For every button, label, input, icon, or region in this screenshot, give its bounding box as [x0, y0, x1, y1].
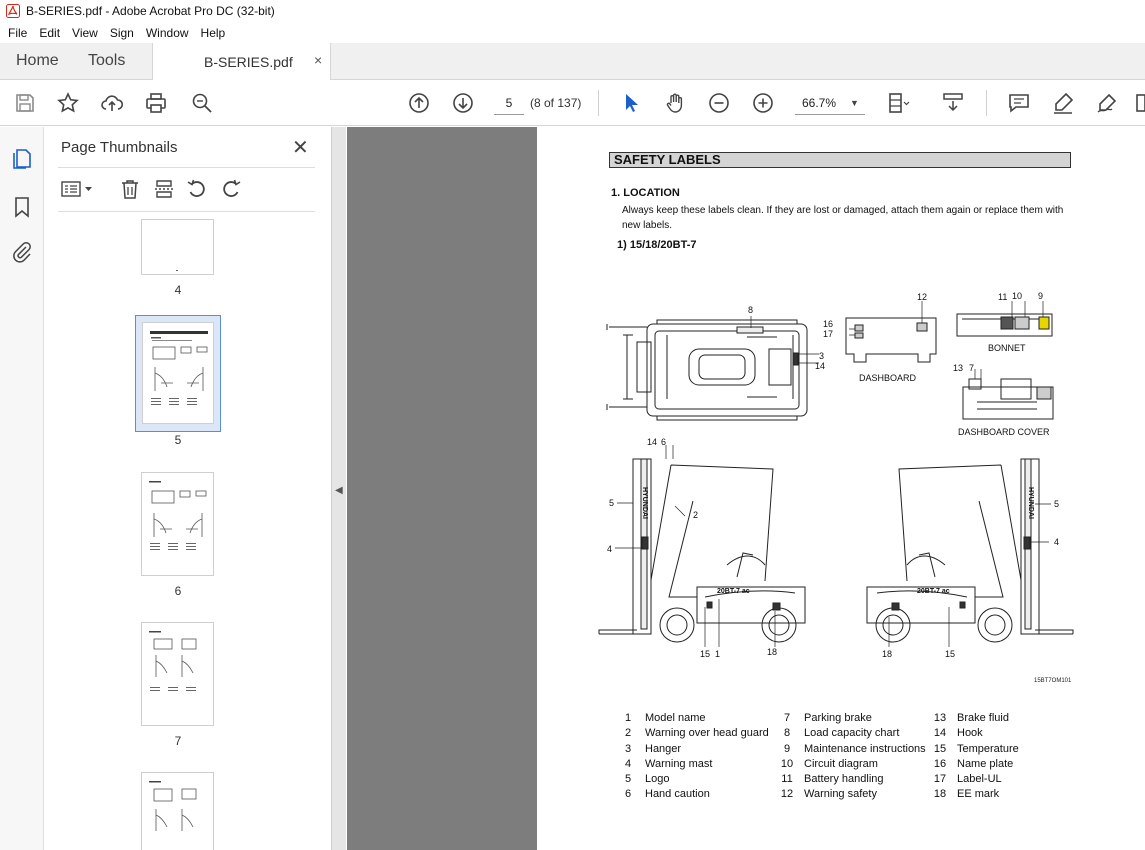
thumbnail-preview-icon: [142, 473, 214, 575]
thumbnail-page-number: 5: [174, 433, 182, 447]
callout-2: 2: [693, 510, 699, 520]
thumbnail-page-number: 4: [174, 283, 182, 297]
page-thumbnail-selected[interactable]: [142, 322, 214, 424]
legend-row: [776, 757, 926, 772]
legend-row: [929, 787, 1019, 802]
callout-1: 1: [715, 649, 721, 659]
legend-text: Warning over head guard: [645, 727, 769, 740]
legend-text: Hanger: [645, 742, 682, 755]
callout-10: 10: [1012, 291, 1023, 301]
more-tools-icon[interactable]: [1135, 91, 1145, 115]
rotate-counterclockwise-icon[interactable]: [186, 178, 208, 200]
panel-close-icon[interactable]: ✕: [292, 137, 309, 159]
legend-text: Logo: [645, 773, 670, 786]
acrobat-icon: [6, 4, 20, 18]
menu-edit[interactable]: Edit: [39, 25, 61, 40]
dashboard-label: DASHBOARD: [859, 373, 917, 383]
legend-text: Load capacity chart: [804, 727, 900, 740]
legend-row: [929, 742, 1019, 757]
legend-number: 2: [624, 727, 632, 740]
legend-row: [776, 772, 926, 787]
callout-5-left: 5: [609, 498, 615, 508]
menu-view[interactable]: View: [72, 25, 98, 40]
legend-text: Battery handling: [804, 773, 884, 786]
delete-pages-icon[interactable]: [119, 178, 141, 200]
title-bar: [0, 0, 1145, 22]
legend-row: [929, 726, 1019, 741]
menu-bar: [0, 22, 1145, 43]
insert-pages-icon[interactable]: [153, 178, 175, 200]
location-heading: 1. LOCATION: [611, 187, 680, 199]
toolbar-divider: [986, 90, 987, 116]
legend-column-2: [776, 711, 926, 803]
figure-code: 15BT7OM101: [1034, 678, 1072, 684]
thumbnail-preview-icon: [142, 623, 214, 725]
legend-text: Warning mast: [645, 757, 713, 770]
page-fit-icon[interactable]: [886, 91, 910, 115]
callout-11: 11: [998, 292, 1008, 302]
callout-3: 3: [819, 351, 825, 361]
legend-number: 13: [933, 712, 947, 724]
tab-document[interactable]: [152, 43, 331, 80]
window-title: B-SERIES.pdf - Adobe Acrobat Pro DC (32-bit): [26, 4, 275, 18]
legend-text: Circuit diagram: [804, 757, 878, 770]
main-toolbar: [0, 80, 1145, 126]
rotate-clockwise-icon[interactable]: [220, 178, 242, 200]
legend-row: [617, 757, 769, 772]
legend-row: [617, 772, 769, 787]
forklift-top-view: [607, 320, 807, 420]
zoom-caret-icon[interactable]: ▼: [850, 98, 859, 108]
legend-number: 14: [933, 727, 947, 740]
legend-number: 4: [624, 757, 632, 770]
safety-label-diagram: [597, 287, 1077, 672]
legend-text: Model name: [645, 712, 706, 724]
legend-row: [929, 711, 1019, 726]
menu-file[interactable]: File: [8, 25, 28, 40]
legend-number: 6: [624, 788, 632, 801]
legend-text: Brake fluid: [957, 712, 1009, 724]
page-thumbnails-panel: [45, 127, 331, 850]
legend-column-1: [617, 711, 769, 803]
panel-splitter[interactable]: [331, 127, 346, 850]
legend-row: [929, 757, 1019, 772]
callout-7: 7: [969, 363, 975, 373]
thumbnail-preview-icon: [143, 323, 215, 425]
legend-row: [776, 726, 926, 741]
legend-number: 10: [780, 757, 794, 770]
save-icon[interactable]: [13, 91, 37, 115]
forklift-side-view-right: [867, 459, 1073, 642]
panel-title: Page Thumbnails: [61, 139, 178, 156]
pdf-page: [537, 127, 1145, 850]
comment-icon[interactable]: [1007, 91, 1031, 115]
model-badge-right: 20BT-7 ac: [917, 588, 950, 595]
thumbnail-toolbar: [58, 175, 315, 205]
draw-sign-icon[interactable]: [1095, 91, 1119, 115]
legend-row: [776, 742, 926, 757]
callout-4-left: 4: [607, 544, 613, 554]
callout-8: 8: [748, 305, 754, 315]
highlight-pen-icon[interactable]: [1051, 91, 1075, 115]
menu-window[interactable]: Window: [145, 25, 189, 40]
page-thumbnails-icon[interactable]: [10, 147, 34, 171]
menu-help[interactable]: Help: [200, 25, 226, 40]
dashboard-part: [846, 318, 936, 362]
callout-12: 12: [917, 292, 928, 302]
legend-number: 15: [933, 742, 947, 755]
thumbnail-options-icon[interactable]: [60, 178, 96, 200]
forklift-side-view-left: [599, 459, 805, 642]
legend-number: 16: [933, 757, 947, 770]
page-number-input[interactable]: [494, 91, 524, 115]
page-thumbnail[interactable]: [141, 219, 214, 275]
legend-number: 1: [624, 712, 632, 724]
tab-bar: [0, 43, 1145, 80]
legend-row: [617, 787, 769, 802]
model-heading: 1) 15/18/20BT-7: [617, 239, 697, 251]
bonnet-label: BONNET: [988, 343, 1026, 353]
bookmarks-icon[interactable]: [10, 195, 34, 219]
callout-13: 13: [953, 363, 964, 373]
previous-page-icon[interactable]: [407, 91, 431, 115]
legend-row: [929, 772, 1019, 787]
legend-text: Temperature: [957, 742, 1019, 755]
zoom-out-icon[interactable]: [707, 91, 731, 115]
panel-divider: [58, 167, 315, 168]
dashboard-cover-label: DASHBOARD COVER: [958, 427, 1050, 437]
legend-row: [776, 711, 926, 726]
thumbnail-page-number: 7: [174, 734, 182, 748]
page-count: (8 of 137): [530, 96, 582, 110]
bookmark-star-icon[interactable]: [56, 91, 80, 115]
legend-number: 9: [783, 742, 791, 755]
hand-tool-icon[interactable]: [663, 91, 687, 115]
page-thumbnail[interactable]: [141, 622, 214, 726]
navigation-rail: [0, 127, 44, 850]
model-badge-left: 20BT-7 ac: [717, 588, 750, 595]
page-thumbnail[interactable]: [141, 472, 214, 576]
callout-14-top: 14: [815, 361, 826, 371]
legend-text: Warning safety: [804, 788, 877, 801]
page-thumbnail[interactable]: [141, 772, 214, 850]
thumbnail-list[interactable]: [58, 219, 323, 850]
callout-5-right: 5: [1054, 499, 1060, 509]
tab-close-icon[interactable]: ×: [314, 52, 323, 68]
zoom-level-select[interactable]: 66.7%: [795, 91, 865, 115]
share-upload-icon[interactable]: [100, 91, 124, 115]
legend-number: 11: [781, 773, 793, 786]
zoom-in-icon[interactable]: [751, 91, 775, 115]
legend-text: Label-UL: [957, 773, 1002, 786]
legend-text: Maintenance instructions: [804, 742, 926, 755]
legend-text: EE mark: [957, 788, 1000, 801]
legend-text: Hand caution: [645, 788, 710, 801]
toolbar-divider: [598, 90, 599, 116]
legend-text: Parking brake: [804, 712, 872, 724]
thumbnail-preview-icon: [142, 773, 214, 850]
legend-number: 17: [933, 773, 947, 786]
bonnet-part: [957, 314, 1052, 336]
legend-row: [617, 742, 769, 757]
legend-text: Name plate: [957, 757, 1014, 770]
callout-16: 16: [823, 319, 834, 329]
scroll-mode-icon[interactable]: [941, 91, 965, 115]
print-icon[interactable]: [144, 91, 168, 115]
section-title: SAFETY LABELS: [609, 152, 1071, 168]
legend-number: 3: [624, 742, 632, 755]
callout-18-right: 18: [882, 649, 893, 659]
callout-18-left: 18: [767, 647, 778, 657]
collapse-panel-icon[interactable]: ◀: [335, 485, 343, 496]
legend-number: 12: [780, 788, 794, 801]
tab-home[interactable]: Home: [16, 52, 59, 69]
legend-row: [776, 787, 926, 802]
legend-number: 18: [933, 788, 947, 801]
callout-17: 17: [823, 329, 834, 339]
callout-15-right: 15: [945, 649, 956, 659]
callout-14-side: 14: [647, 437, 658, 447]
hyundai-logo-left: HYUNDAI: [641, 487, 648, 519]
legend-column-3: [929, 711, 1019, 803]
callout-4-right: 4: [1054, 537, 1060, 547]
legend-row: [617, 711, 769, 726]
thumbnail-page-number: 6: [174, 584, 182, 598]
legend-number: 8: [783, 727, 791, 740]
attachments-icon[interactable]: [10, 240, 34, 264]
document-view[interactable]: [347, 127, 1145, 850]
legend-text: Hook: [957, 727, 983, 740]
select-cursor-icon[interactable]: [619, 91, 643, 115]
panel-divider: [58, 211, 315, 212]
location-instructions: Always keep these labels clean. If they are lost or damaged, attach them again or replace them with new labels.: [622, 205, 1064, 231]
legend-number: 7: [783, 712, 791, 724]
zoom-search-icon[interactable]: [190, 91, 214, 115]
callout-6: 6: [661, 437, 667, 447]
tab-tools[interactable]: Tools: [88, 52, 126, 69]
next-page-icon[interactable]: [451, 91, 475, 115]
callout-15-left: 15: [700, 649, 711, 659]
legend-row: [617, 726, 769, 741]
menu-sign[interactable]: Sign: [109, 25, 134, 40]
callout-9: 9: [1038, 291, 1044, 301]
callout-leaders: [615, 301, 1051, 647]
hyundai-logo-right: HYUNDAI: [1027, 487, 1034, 519]
tab-document-label: B-SERIES.pdf: [204, 54, 293, 70]
dashboard-cover-part: [963, 379, 1053, 419]
legend-number: 5: [624, 773, 632, 786]
